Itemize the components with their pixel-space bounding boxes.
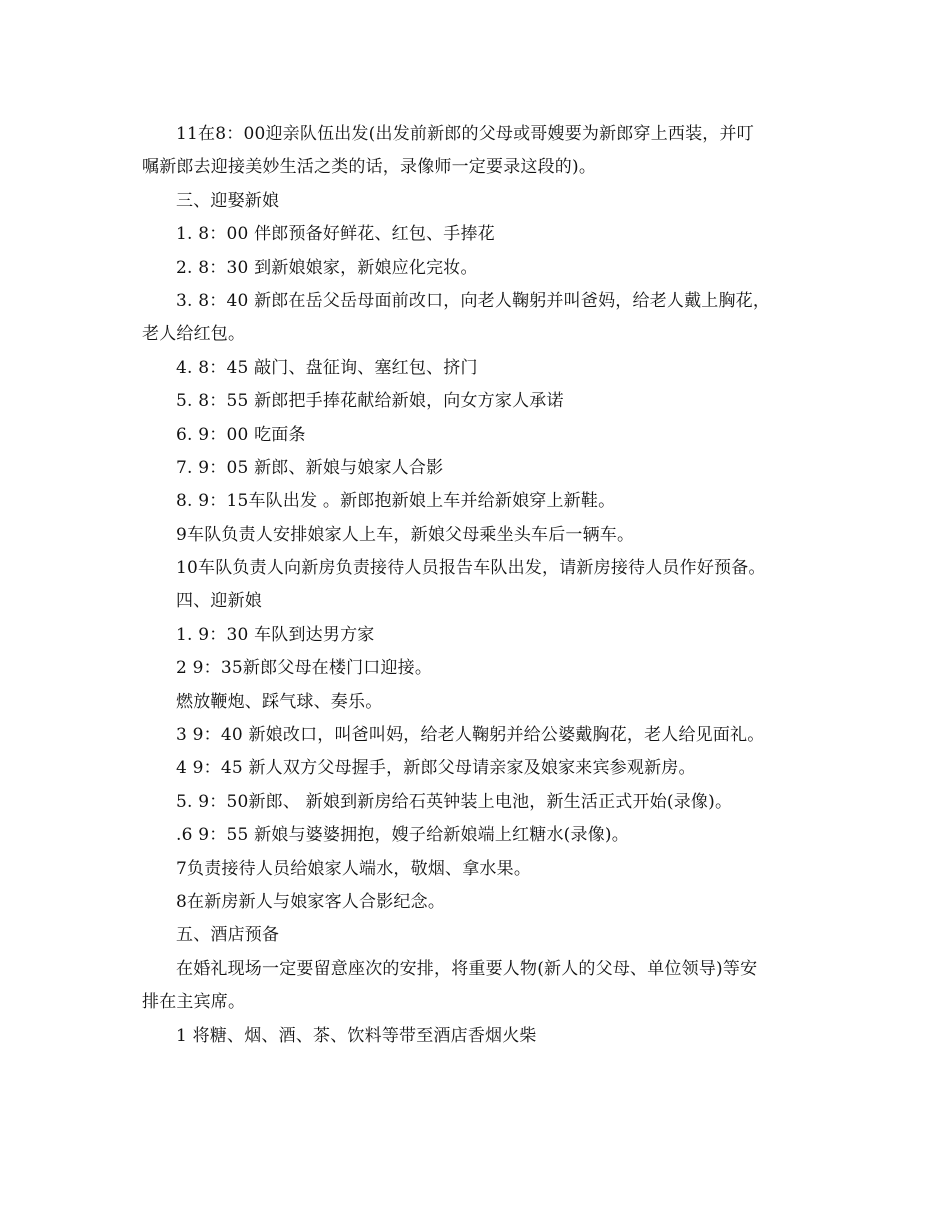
text-line: 2. 8：30 到新娘娘家，新娘应化完妆。 — [176, 257, 478, 278]
text-line: 8. 9：15车队出发 。新郎抱新娘上车并给新娘穿上新鞋。 — [176, 491, 616, 512]
text-line: .6 9：55 新娘与婆婆拥抱，嫂子给新娘端上红糖水(录像)。 — [176, 825, 629, 846]
text-line: 1. 9：30 车队到达男方家 — [176, 624, 375, 645]
text-line: 7负责接待人员给娘家人端水，敬烟、拿水果。 — [176, 858, 532, 879]
text-line: 11在8：00迎亲队伍出发(出发前新郎的父母或哥嫂要为新郎穿上西装，并叮 — [176, 124, 754, 144]
text-line: 嘱新郎去迎接美妙生活之类的话，录像师一定要录这段的)。 — [142, 157, 597, 178]
section-heading: 三、迎娶新娘 — [176, 190, 280, 211]
text-line: 5. 9：50新郎、 新娘到新房给石英钟装上电池，新生活正式开始(录像)。 — [176, 791, 733, 812]
text-line: 1 将糖、烟、酒、茶、饮料等带至酒店香烟火柴 — [176, 1025, 537, 1046]
text-line: 燃放鞭炮、踩气球、奏乐。 — [176, 691, 383, 712]
document-body — [142, 118, 842, 1053]
text-line: 4. 8：45 敲门、盘征询、塞红包、挤门 — [176, 357, 478, 378]
text-line: 6. 9：00 吃面条 — [176, 424, 306, 445]
section-heading: 四、迎新娘 — [176, 591, 262, 612]
text-line: 3 9：40 新娘改口，叫爸叫妈，给老人鞠躬并给公婆戴胸花，老人给见面礼。 — [176, 725, 765, 746]
text-line: 2 9：35新郎父母在楼门口迎接。 — [176, 658, 433, 679]
text-line: 8在新房新人与娘家客人合影纪念。 — [176, 891, 446, 912]
text-line: 老人给红包。 — [142, 324, 246, 345]
text-line: 9车队负责人安排娘家人上车，新娘父母乘坐头车后一辆车。 — [176, 524, 635, 545]
text-line: 10车队负责人向新房负责接待人员报告车队出发，请新房接待人员作好预备。 — [176, 558, 766, 579]
text-line: 4 9：45 新人双方父母握手，新郎父母请亲家及娘家来宾参观新房。 — [176, 758, 696, 779]
text-line: 3. 8：40 新郎在岳父岳母面前改口，向老人鞠躬并叫爸妈，给老人戴上胸花， — [176, 290, 771, 311]
text-line: 排在主宾席。 — [142, 992, 246, 1013]
text-line: 5. 8：55 新郎把手捧花献给新娘，向女方家人承诺 — [176, 391, 564, 412]
text-line: 7. 9：05 新郎、新娘与娘家人合影 — [176, 457, 444, 478]
text-line: 1. 8：00 伴郎预备好鲜花、红包、手捧花 — [176, 224, 495, 245]
text-line: 在婚礼现场一定要留意座次的安排，将重要人物(新人的父母、单位领导)等安 — [176, 958, 758, 979]
section-heading: 五、酒店预备 — [176, 925, 280, 946]
